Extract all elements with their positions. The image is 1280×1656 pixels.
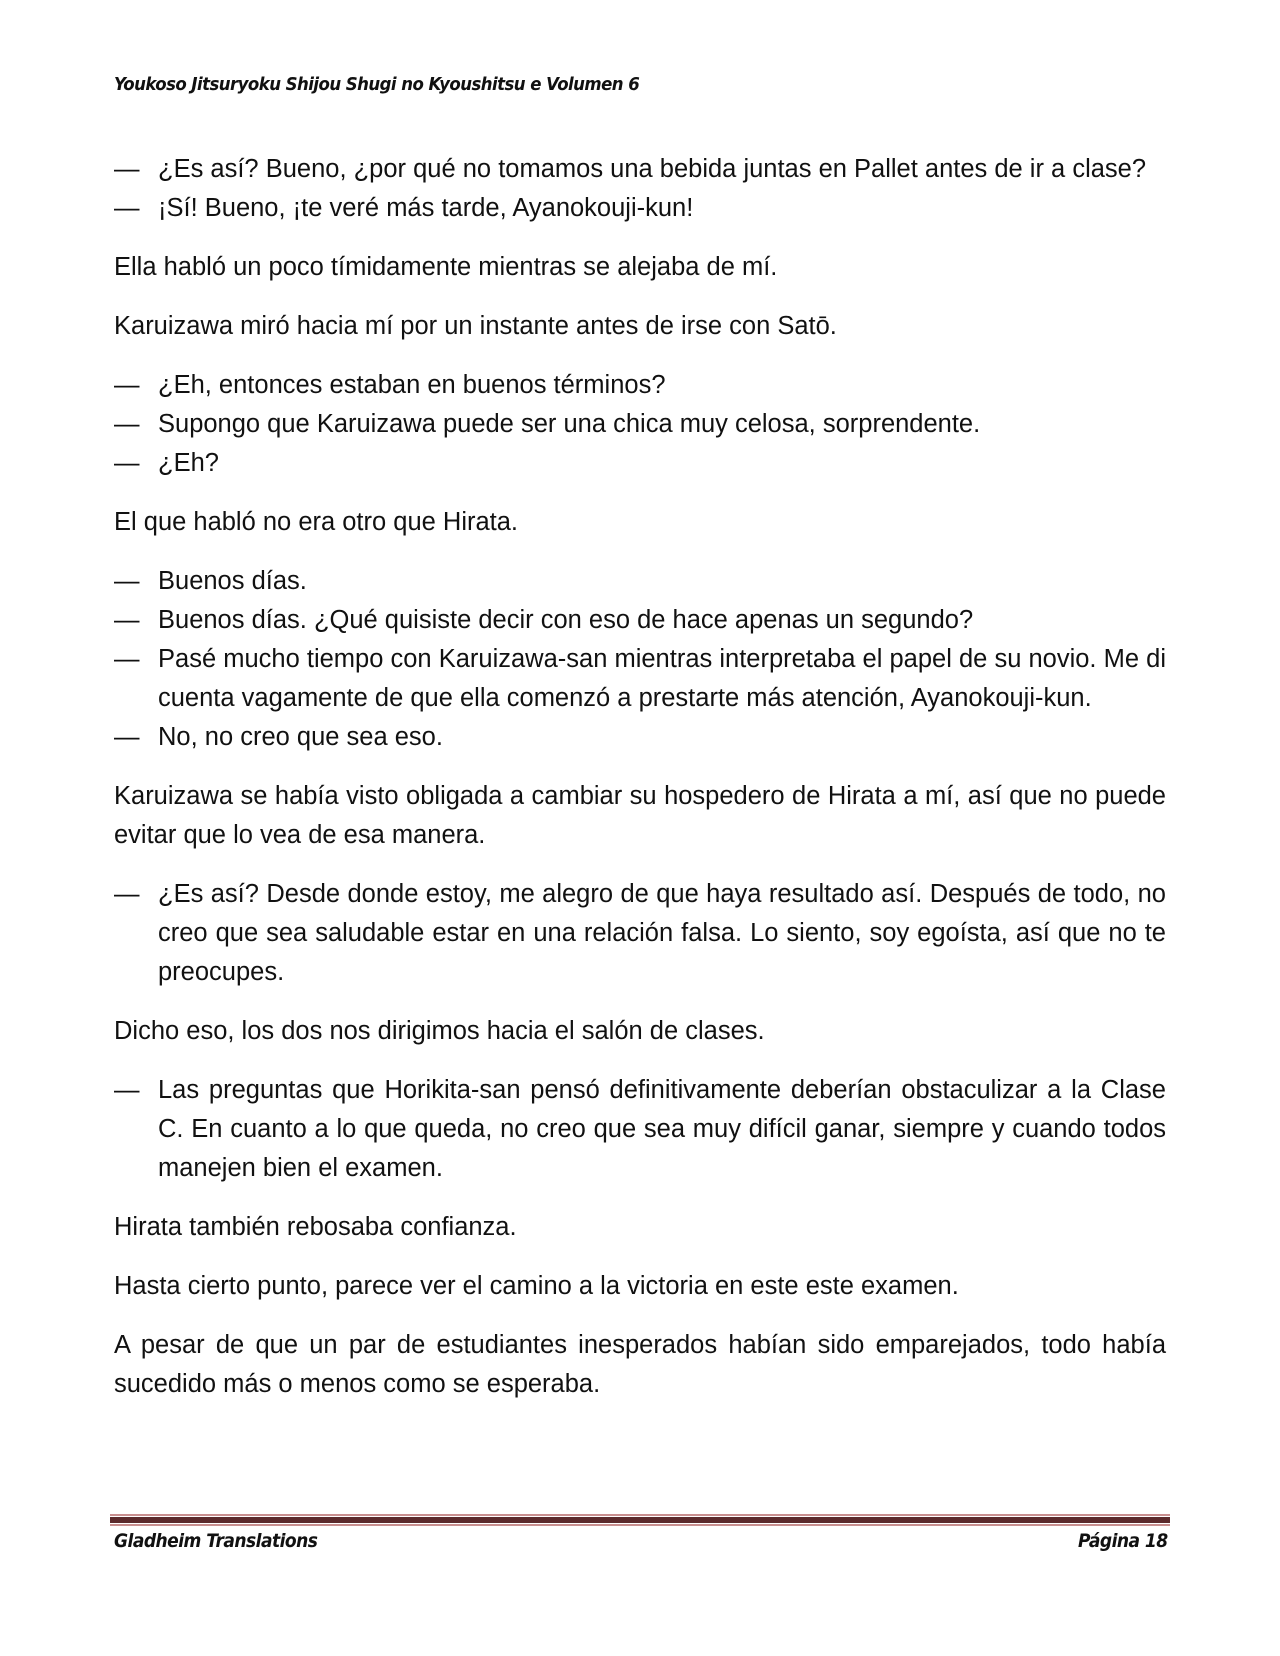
dialogue-line bbox=[114, 718, 1166, 757]
dialogue-block bbox=[114, 366, 1166, 483]
dialogue-line bbox=[114, 150, 1166, 189]
dialogue-dash: — bbox=[114, 606, 140, 634]
dialogue-block bbox=[114, 1071, 1166, 1188]
dialogue-line bbox=[114, 640, 1166, 718]
dialogue-dash: — bbox=[114, 410, 140, 438]
dialogue-dash: — bbox=[114, 645, 140, 673]
dialogue-dash: — bbox=[114, 155, 140, 183]
dialogue-line bbox=[114, 875, 1166, 992]
dialogue-text: No, no creo que sea eso. bbox=[158, 723, 443, 751]
dialogue-dash: — bbox=[114, 1076, 140, 1104]
running-header: Youkoso Jitsuryoku Shijou Shugi no Kyoushitsu e Volumen 6 bbox=[114, 74, 640, 95]
dialogue-line bbox=[114, 444, 1166, 483]
page-body bbox=[114, 150, 1166, 1424]
dialogue-dash: — bbox=[114, 567, 140, 595]
dialogue-dash: — bbox=[114, 449, 140, 477]
dialogue-text: ¿Es así? Desde donde estoy, me alegro de que haya resultado así. Después de todo, no creo que sea saludable estar en una relación falsa. Lo siento, soy egoísta, así que no te preocupes. bbox=[158, 880, 1166, 986]
dialogue-block bbox=[114, 562, 1166, 757]
footer-page-number: Página 18 bbox=[1078, 1530, 1168, 1552]
dialogue-text: Las preguntas que Horikita-san pensó definitivamente deberían obstaculizar a la Clase C. En cuanto a lo que queda, no creo que sea muy difícil ganar, siempre y cuando todos manejen bien el examen. bbox=[158, 1076, 1166, 1182]
dialogue-line bbox=[114, 562, 1166, 601]
paragraph: Hasta cierto punto, parece ver el camino a la victoria en este este examen. bbox=[114, 1272, 959, 1300]
paragraph: Dicho eso, los dos nos dirigimos hacia el salón de clases. bbox=[114, 1017, 765, 1045]
dialogue-dash: — bbox=[114, 371, 140, 399]
dialogue-dash: — bbox=[114, 880, 140, 908]
dialogue-text: Buenos días. ¿Qué quisiste decir con eso de hace apenas un segundo? bbox=[158, 606, 974, 634]
dialogue-text: Buenos días. bbox=[158, 567, 307, 595]
dialogue-line bbox=[114, 189, 1166, 228]
paragraph: A pesar de que un par de estudiantes inesperados habían sido emparejados, todo había sucedido más o menos como se esperaba. bbox=[114, 1331, 1166, 1398]
dialogue-text: Supongo que Karuizawa puede ser una chica muy celosa, sorprendente. bbox=[158, 410, 981, 438]
footer-publisher: Gladheim Translations bbox=[114, 1530, 318, 1552]
footer-rule bbox=[110, 1514, 1170, 1526]
paragraph: El que habló no era otro que Hirata. bbox=[114, 508, 519, 536]
dialogue-block bbox=[114, 875, 1166, 992]
dialogue-text: ¿Es así? Bueno, ¿por qué no tomamos una bebida juntas en Pallet antes de ir a clase? bbox=[158, 155, 1147, 183]
dialogue-text: Pasé mucho tiempo con Karuizawa-san mientras interpretaba el papel de su novio. Me di cuenta vagamente de que ella comenzó a prestarte más atención, Ayanokouji-kun. bbox=[158, 645, 1166, 712]
dialogue-line bbox=[114, 1071, 1166, 1188]
dialogue-line bbox=[114, 601, 1166, 640]
dialogue-text: ¿Eh? bbox=[158, 449, 219, 477]
paragraph: Karuizawa se había visto obligada a cambiar su hospedero de Hirata a mí, así que no puede evitar que lo vea de esa manera. bbox=[114, 782, 1166, 849]
dialogue-dash: — bbox=[114, 723, 140, 751]
dialogue-text: ¡Sí! Bueno, ¡te veré más tarde, Ayanokouji-kun! bbox=[158, 194, 694, 222]
dialogue-text: ¿Eh, entonces estaban en buenos términos? bbox=[158, 371, 666, 399]
dialogue-line bbox=[114, 405, 1166, 444]
dialogue-line bbox=[114, 366, 1166, 405]
paragraph: Ella habló un poco tímidamente mientras se alejaba de mí. bbox=[114, 253, 778, 281]
paragraph: Karuizawa miró hacia mí por un instante antes de irse con Satō. bbox=[114, 312, 837, 340]
dialogue-dash: — bbox=[114, 194, 140, 222]
dialogue-block bbox=[114, 150, 1166, 228]
paragraph: Hirata también rebosaba confianza. bbox=[114, 1213, 517, 1241]
